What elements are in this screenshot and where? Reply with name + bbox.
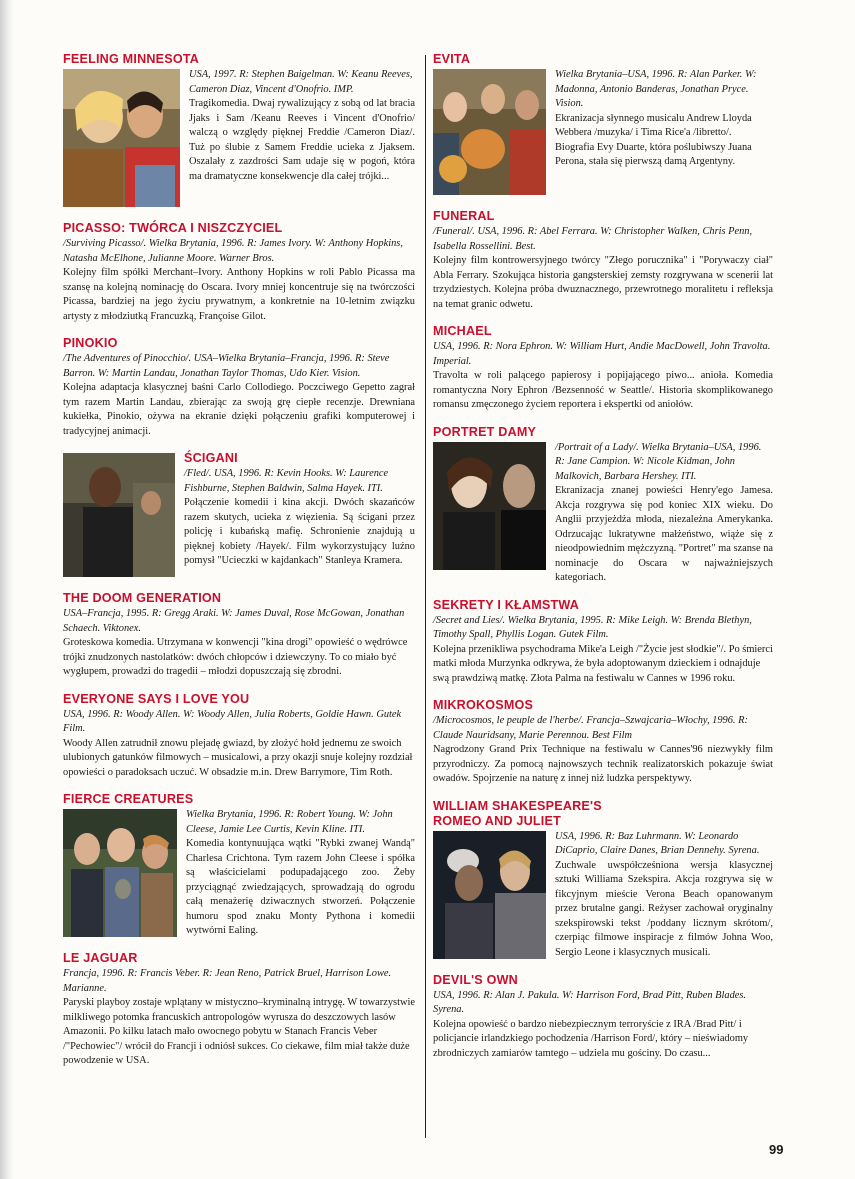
film-credits: /Portrait of a Lady/. Wielka Brytania–USA, 1996. R: Jane Campion. W: Nicole Kidman, John Malkovich, Barbara Hershey. ITI. bbox=[555, 441, 762, 482]
film-still-feeling-minnesota bbox=[63, 69, 180, 207]
film-title: THE DOOM GENERATION bbox=[63, 591, 222, 605]
film-still-fierce-creatures bbox=[63, 809, 177, 937]
film-description: Ekranizacja słynnego musicalu Andrew Lloyda Webbera /muzyka/ i Tima Rice'a /libretto/. Biografia Evy Duarte, która poślubiwszy Juana Perona, stała się pierwszą damą Argentyny. bbox=[555, 112, 752, 167]
film-title: ŚCIGANI bbox=[184, 451, 238, 465]
film-entry-portret-damy bbox=[433, 425, 773, 586]
film-title: MIKROKOSMOS bbox=[433, 698, 534, 712]
film-description: Kolejna opowieść o bardzo niebezpiecznym terroryście z IRA /Brad Pitt/ i policjancie irlandzkiego pochodzenia /Harrison Ford/, który – nieświadomy zbrodniczych zamiarów tamtego – udziela mu gościny. Do czasu... bbox=[433, 1018, 749, 1059]
film-title: MICHAEL bbox=[433, 324, 492, 338]
film-title: EVITA bbox=[433, 52, 471, 66]
film-description: Zuchwale uwspółcześniona wersja klasycznej sztuki Williama Szekspira. Akcja rozgrywa się w fikcyjnym mieście Verona Beach opanowanym przez brutalne gangi. Reżyser zachował oryginalny szekspirowski tekst /poddany licznym skrótom/, czerpiąc filmowe inspiracje z filmów Johna Woo, Sergio Leone i klasycznych musicali. bbox=[555, 859, 773, 958]
film-credits: Francja, 1996. R: Francis Veber. R: Jean Reno, Patrick Bruel, Harrison Lowe. Mariannе. bbox=[63, 968, 392, 994]
film-description: Tragikomedia. Dwaj rywalizujący z sobą od lat bracia Jjaks i Sam /Keanu Reeves i Vincent d'Onofrio/ walczą o względy pięknej Freddie /Cameron Diaz/. Tuż po ślubie z Samem Freddie ucieka z Jjaksem. Oszalały z zazdrości Sam udaje się w pogoń, która ma dramatyczne konsekwencje dla całej trójki... bbox=[189, 98, 415, 182]
film-title: WILLIAM SHAKESPEARE'S ROMEO AND JULIET bbox=[433, 798, 602, 828]
film-entry-pinokio bbox=[63, 336, 415, 439]
film-entry-everyone-says bbox=[63, 692, 415, 781]
film-credits: /Surviving Picasso/. Wielka Brytania, 1996. R: James Ivory. W: Anthony Hopkins, Natasha McElhone, Julianne Moore. Warner Bros. bbox=[63, 238, 403, 264]
film-entry-devils-own bbox=[433, 973, 773, 1062]
film-credits: USA, 1997. R: Stephen Baigelman. W: Keanu Reeves, Cameron Diaz, Vincent d'Onofrio. IMP. bbox=[189, 69, 413, 95]
film-credits: USA, 1996. R: Nora Ephron. W: William Hurt, Andie MacDowell, John Travolta. Imperial. bbox=[433, 341, 771, 367]
film-description: Ekranizacja znanej powieści Henry'ego Jamesa. Akcja rozgrywa się pod koniec XIX wieku. Do Anglii przyjeżdża młoda, niezależna Amerykanka. Odrzucając lukratywne małżeństwo, wiąże się z nieodpowiednim mężczyzną. "Portret" ma szanse na nominacje do Oscara w najważniejszych kategoriach. bbox=[555, 485, 773, 583]
film-title: FIERCE CREATURES bbox=[63, 792, 194, 806]
film-description: Kolejna adaptacja klasycznej baśni Carlo Collodiego. Poczciwego Gepetto zagrał tym razem Martin Landau, zbierając za swoją grę ciepłe recenzje. Drewniana kukiełka, Pinokio, ożywa na ekranie dzięki połączeniu grafiki komputerowej i tradycyjnej animacji. bbox=[63, 382, 415, 437]
film-description: Woody Allen zatrudnił znowu plejadę gwiazd, by złożyć hołd jednemu ze swoich ulubionych gatunków filmowych – musicalowi, a przy okazji snuje kolejny rozdział opowieści o paradoksach uczuć. W obsadzie m.in. Drew Barrymore, Tim Roth. bbox=[63, 737, 413, 778]
film-description: Groteskowa komedia. Utrzymana w konwencji "kina drogi" opowieść o wędrówce trójki znudzonych nastolatków: dwóch chłopców i dziewczyny. To co miało być wygłupem, prowadzi do tragedii – młodzi dopuszczają się zbrodni. bbox=[63, 637, 408, 677]
film-title: PORTRET DAMY bbox=[433, 424, 537, 439]
film-entry-sekrety bbox=[433, 598, 773, 687]
film-still-evita bbox=[433, 69, 546, 195]
left-column bbox=[63, 52, 415, 1081]
film-still-romeo-juliet bbox=[433, 831, 546, 959]
film-description: Kolejny film kontrowersyjnego twórcy "Złego porucznika" i "Porywaczy ciał" Abla Ferrary. Szokująca historia gangsterskiej zemsty rozgrywana w scenerii lat trzydziestych. Kolejna próba dwuznacznego, przewrotnego moralitetu i refleksja na temat granic odwetu. bbox=[433, 255, 773, 310]
right-column bbox=[433, 52, 773, 1073]
film-entry-le-jaguar bbox=[63, 951, 415, 1069]
film-still-scigani bbox=[63, 453, 175, 577]
film-credits: /Secret and Lies/. Wielka Brytania, 1995. R: Mike Leigh. W: Brenda Blethyn, Timothy Spall, Phyllis Logan. Gutek Film. bbox=[433, 614, 752, 640]
film-entry-doom-generation bbox=[63, 591, 415, 680]
film-entry-fierce-creatures bbox=[63, 792, 415, 939]
film-credits: /The Adventures of Pinocchio/. USA–Wielka Brytania–Francja, 1996. R: Steve Barron. W: Martin Landau, Jonathan Taylor Thomas, Udo Kier. Vision. bbox=[63, 353, 390, 379]
column-divider bbox=[425, 55, 426, 1138]
film-description: Komedia kontynuująca wątki "Rybki zwanej Wandą" Charlesa Crichtona. Tym razem John Cleese i spółka są właścicielami podupadającego zoo. Żeby przyciągnąć zwiedzających, sprowadzają do ogrodu całą menażerię dziwacznych stworzeń. Połączenie humoru spod znaku Monty Pythona i komedii wytwórni Ealing. bbox=[186, 838, 415, 936]
page-number: 99 bbox=[769, 1142, 784, 1157]
film-description: Travolta w roli palącego papierosy i popijającego piwo... anioła. Komedia romantyczna Nory Ephron /Bezsenność w Seattle/. Historia skomplikowanego romansu zmęczonego życiem reportera i ekspertki od aniołów. bbox=[433, 370, 773, 410]
film-credits: /Fled/. USA, 1996. R: Kevin Hooks. W: Laurence Fishburne, Stephen Baldwin, Salma Hayek. ITI. bbox=[184, 468, 389, 494]
film-entry-michael bbox=[433, 324, 773, 413]
film-description: Kolejny film spółki Merchant–Ivory. Anthony Hopkins w roli Pablo Picassa ma szansę na kolejną nominację do Oscara. Ivory mniej koncentruje się na twórczości Picassa, bardziej na jego życiu prywatnym, a konkretnie na 10-letnim związku artysty z młodziutką Francuzką, Françoise Gilot. bbox=[63, 267, 415, 322]
film-title: PICASSO: TWÓRCA I NISZCZYCIEL bbox=[63, 221, 283, 235]
film-entry-scigani bbox=[63, 451, 415, 579]
film-description: Połączenie komedii i kina akcji. Dwóch skazańców razem skutych, ucieka z więzienia. Są ścigani przez policję i kubańską mafię. Schronienie znajdują u pięknej kobiety /Hayek/. Film wykorzystujący luźno pomysł "Ucieczki w kajdankach" Stanleya Kramera. bbox=[184, 497, 415, 566]
film-entry-feeling-minnesota bbox=[63, 52, 415, 209]
film-title: DEVIL'S OWN bbox=[433, 972, 518, 987]
film-entry-romeo-juliet bbox=[433, 799, 773, 961]
film-description: Nagrodzony Grand Prix Technique na festiwalu w Cannes'96 niezwykły film przyrodniczy. Za pomocą najnowszych technik realizatorskich pokazuje świat owadów. Spojrzenie na naturę z innej niż ludzka perspektywy. bbox=[433, 744, 773, 784]
film-still-portret-damy bbox=[433, 442, 546, 570]
film-description: Paryski playboy zostaje wplątany w mistyczno–kryminalną intrygę. W towarzystwie milkliwego potomka francuskich antropologów wyrusza do deszczowych lasów Amazonii. Po kilku latach mało owocnego pobytu w Stanach Francis Veber /"Pechowiec"/ wrócił do Francji i odniósł sukces. Co ciekawe, film miał także duże powodzenie w USA. bbox=[63, 997, 415, 1066]
film-title: SEKRETY I KŁAMSTWA bbox=[433, 597, 580, 612]
film-credits: Wielka Brytania–USA, 1996. R: Alan Parker. W: Madonna, Antonio Banderas, Jonathan Pryce. Vision. bbox=[555, 69, 757, 109]
film-title: LE JAGUAR bbox=[63, 951, 138, 965]
film-credits: Wielka Brytania, 1996. R: Robert Young. W: John Cleese, Jamie Lee Curtis, Kevin Kline. ITI. bbox=[186, 809, 393, 835]
film-credits: USA, 1996. R: Alan J. Pakula. W: Harrison Ford, Brad Pitt, Ruben Blades. Syrena. bbox=[433, 989, 747, 1015]
film-credits: USA, 1996. R: Baz Luhrmann. W: Leonardo DiCaprio, Claire Danes, Brian Dennehy. Syrena. bbox=[555, 830, 760, 856]
film-entry-picasso bbox=[63, 221, 415, 324]
film-title: PINOKIO bbox=[63, 336, 118, 350]
film-entry-evita bbox=[433, 52, 773, 197]
film-credits: /Microcosmos, le peuple de l'herbe/. Francja–Szwajcaria–Włochy, 1996. R: Claude Nauridsany, Marie Perennou. Best Film bbox=[433, 715, 748, 741]
film-title: EVERYONE SAYS I LOVE YOU bbox=[63, 691, 250, 706]
film-entry-mikrokosmos bbox=[433, 698, 773, 787]
film-title: FUNERAL bbox=[433, 209, 495, 223]
film-title: FEELING MINNESOTA bbox=[63, 52, 200, 66]
film-entry-funeral bbox=[433, 209, 773, 312]
page-gutter-shadow bbox=[0, 0, 14, 1179]
film-credits: USA, 1996. R: Woody Allen. W: Woody Allen, Julia Roberts, Goldie Hawn. Gutek Film. bbox=[63, 708, 402, 734]
film-description: Kolejna przenikliwa psychodrama Mike'a Leigh /"Życie jest słodkie"/. Po śmierci matki młoda Murzynka odkrywa, że była adoptowanym dzieckiem i odnajduje swą prawdziwą matkę. Złota Palma na festiwalu w Cannes w 1996 roku. bbox=[433, 643, 773, 684]
film-credits: USA–Francja, 1995. R: Gregg Araki. W: James Duval, Rose McGowan, Jonathan Schaech. Viktonex. bbox=[63, 608, 405, 634]
film-credits: /Funeral/. USA, 1996. R: Abel Ferrara. W: Christopher Walken, Chris Penn, Isabella Rossellini. Best. bbox=[433, 226, 753, 252]
